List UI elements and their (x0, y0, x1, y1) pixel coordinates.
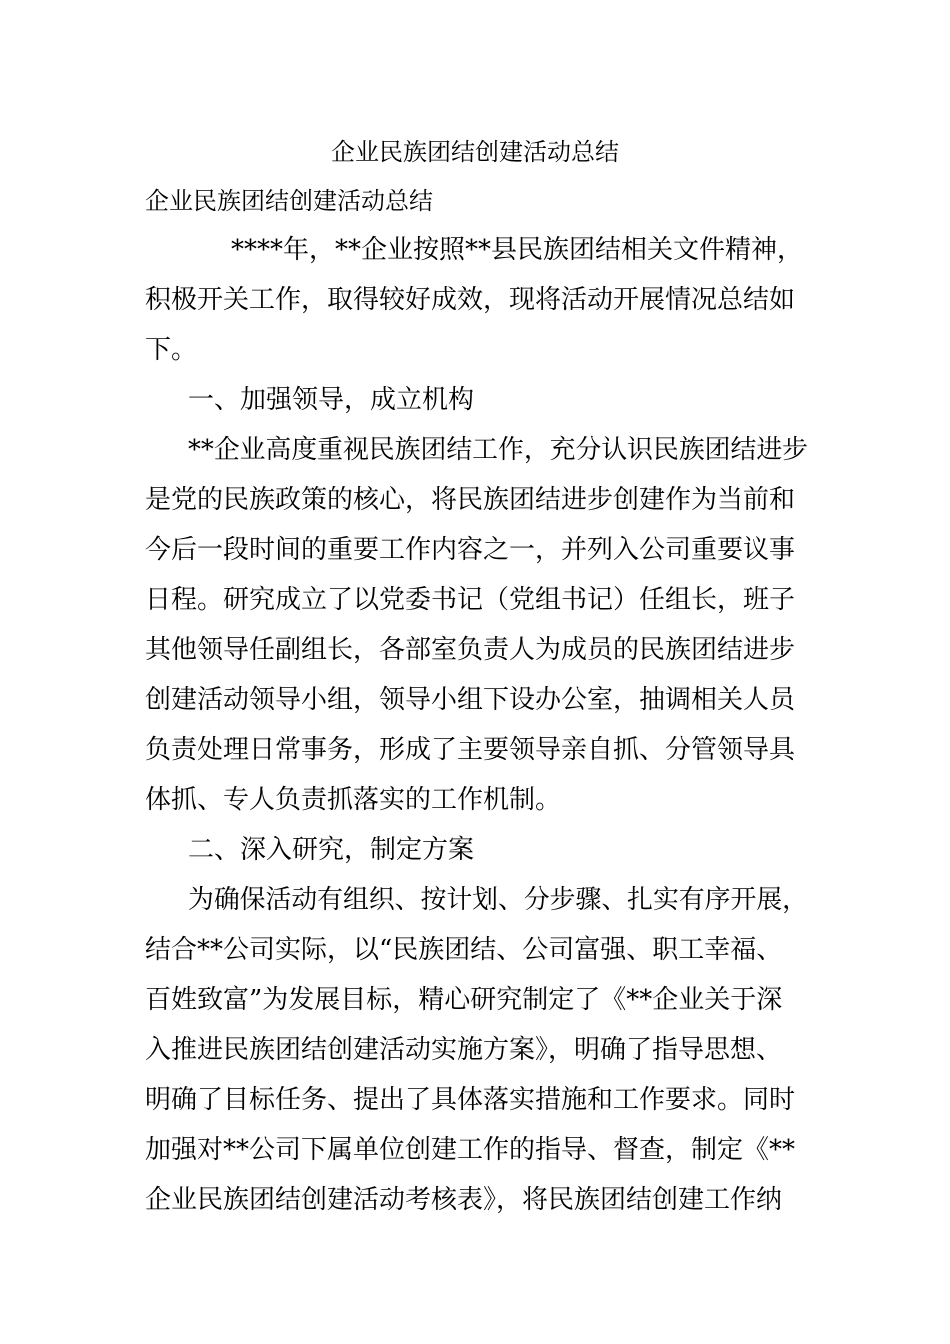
body-line: ****年，**企业按照**县民族团结相关文件精神， (231, 235, 804, 265)
body-line: 负责处理日常事务，形成了主要领导亲自抓、分管领导具 (145, 735, 796, 765)
document-title: 企业民族团结创建活动总结 (331, 138, 619, 166)
body-line: 企业民族团结创建活动考核表》，将民族团结创建工作纳 (145, 1185, 783, 1215)
body-line: 今后一段时间的重要工作内容之一，并列入公司重要议事 (145, 535, 796, 565)
body-line: 积极开关工作，取得较好成效，现将活动开展情况总结如 (145, 285, 796, 315)
body-line: 是党的民族政策的核心，将民族团结进步创建作为当前和 (145, 485, 796, 515)
body-line: 明确了目标任务、提出了具体落实措施和工作要求。同时 (145, 1085, 796, 1115)
body-line: 为确保活动有组织、按计划、分步骤、扎实有序开展， (188, 885, 809, 915)
document-subtitle: 企业民族团结创建活动总结 (145, 187, 433, 215)
body-line: 入推进民族团结创建活动实施方案》，明确了指导思想、 (145, 1035, 783, 1065)
body-line: **企业高度重视民族团结工作，充分认识民族团结进步 (188, 435, 809, 465)
body-line: 其他领导任副组长，各部室负责人为成员的民族团结进步 (145, 635, 796, 665)
section-heading: 二、深入研究，制定方案 (188, 835, 475, 865)
body-line: 创建活动领导小组，领导小组下设办公室，抽调相关人员 (145, 685, 796, 715)
body-line: 结合**公司实际，以“民族团结、公司富强、职工幸福、 (145, 935, 783, 965)
body-line: 下。 (145, 335, 198, 365)
body-line: 日程。研究成立了以党委书记（党组书记）任组长，班子 (145, 585, 796, 615)
body-line: 加强对**公司下属单位创建工作的指导、督查，制定《** (145, 1135, 796, 1165)
body-line: 百姓致富”为发展目标，精心研究制定了《**企业关于深 (145, 985, 783, 1015)
section-heading: 一、加强领导，成立机构 (188, 385, 475, 415)
body-line: 体抓、专人负责抓落实的工作机制。 (145, 785, 562, 815)
